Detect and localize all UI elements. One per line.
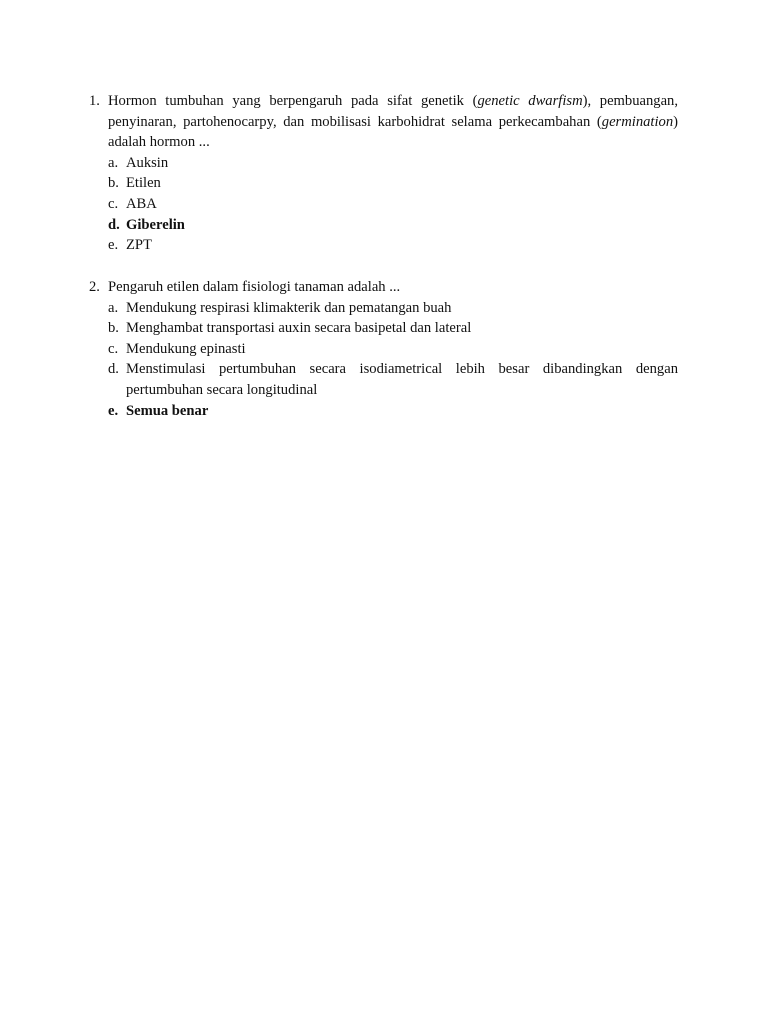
option-a — [89, 153, 678, 174]
option-text: Mendukung respirasi klimakterik dan pematangan buah — [126, 299, 452, 316]
question-text-part: ) adalah hormon ... — [108, 113, 678, 151]
question-1-options — [89, 153, 678, 256]
option-letter: a. — [108, 154, 119, 171]
option-a — [89, 298, 678, 319]
option-letter: a. — [108, 299, 119, 316]
option-letter: e. — [108, 402, 119, 419]
option-c — [89, 194, 678, 215]
question-text: Pengaruh etilen dalam fisiologi tanaman adalah ... — [108, 279, 401, 295]
question-text-part: Hormon tumbuhan yang berpengaruh pada sifat genetik ( — [108, 93, 478, 109]
option-e — [89, 235, 678, 256]
option-b — [89, 318, 678, 339]
option-d — [89, 359, 678, 400]
question-2 — [89, 277, 678, 421]
question-number: 1. — [89, 93, 100, 109]
option-text: Mendukung epinasti — [126, 340, 246, 357]
question-text-italic: germination — [601, 113, 674, 130]
option-c — [89, 339, 678, 360]
question-1 — [89, 91, 678, 256]
option-text: Etilen — [126, 175, 161, 192]
option-text: ZPT — [126, 237, 152, 254]
question-text — [108, 91, 678, 153]
option-text: Giberelin — [126, 216, 185, 233]
option-text: Auksin — [126, 154, 169, 171]
option-e-correct — [89, 401, 678, 422]
option-d-correct — [89, 215, 678, 236]
option-text: Menghambat transportasi auxin secara basipetal dan lateral — [126, 320, 472, 337]
option-letter: d. — [108, 361, 119, 378]
option-text: Semua benar — [126, 402, 209, 419]
option-b — [89, 173, 678, 194]
question-number: 2. — [89, 279, 100, 295]
question-text-italic: genetic dwarfism — [477, 93, 583, 109]
option-letter: b. — [108, 320, 119, 337]
question-text-part: ), pembuangan, penyinaran, partohenocarpy, dan mobilisasi karbohidrat selama perkecambahan ( — [108, 93, 678, 130]
option-letter: e. — [108, 237, 119, 254]
option-letter: c. — [108, 340, 119, 357]
option-letter: b. — [108, 175, 119, 192]
question-2-stem-row — [89, 277, 678, 298]
option-letter: d. — [108, 216, 120, 233]
question-1-stem-row — [89, 91, 678, 153]
option-text: Menstimulasi pertumbuhan secara isodiametrical lebih besar dibandingkan dengan pertumbuhan secara longitudinal — [126, 361, 678, 398]
option-letter: c. — [108, 195, 119, 212]
option-text: ABA — [126, 195, 157, 212]
question-2-options — [89, 298, 678, 422]
